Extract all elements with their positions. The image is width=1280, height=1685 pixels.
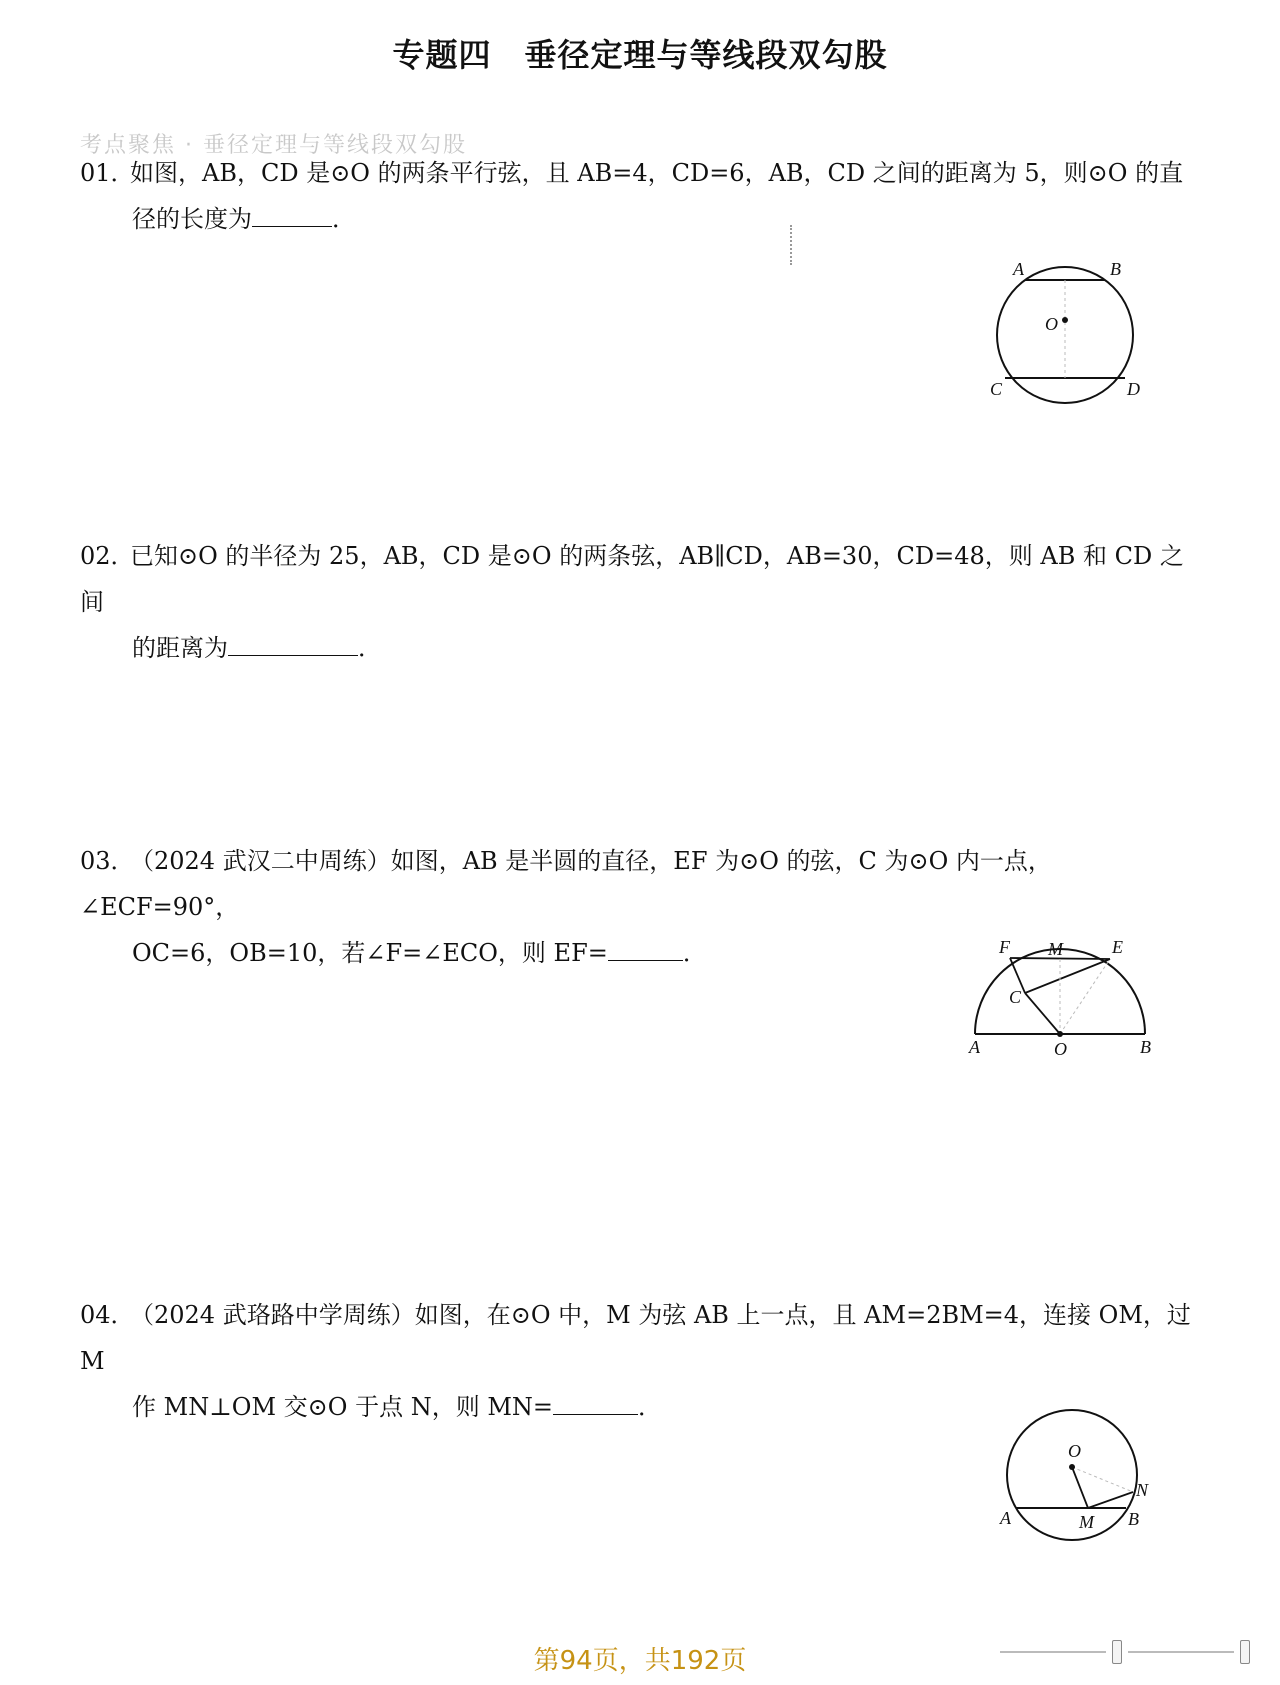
question-number: 02．: [80, 542, 135, 570]
question-number: 01．: [80, 159, 135, 187]
question-text-cont: 作 MN⊥OM 交⊙O 于点 N，则 MN=: [132, 1393, 554, 1421]
center-point: [1057, 1031, 1063, 1037]
page-indicator: 第94页，共192页: [533, 1646, 747, 1676]
question-text-cont: OC=6，OB=10，若∠F=∠ECO，则 EF=: [132, 939, 608, 967]
answer-blank[interactable]: [553, 1394, 638, 1415]
label-m: M: [1079, 1512, 1094, 1532]
label-d: D: [1127, 379, 1140, 399]
question-text: 已知⊙O 的半径为 25，AB，CD 是⊙O 的两条弦，AB∥CD，AB=30，CD=48，则 AB 和 CD 之间: [80, 542, 1184, 616]
label-o: O: [1054, 1039, 1067, 1059]
answer-blank[interactable]: [228, 635, 358, 656]
aux-oe: [1060, 959, 1110, 1034]
question-1: [80, 150, 1200, 242]
scroll-track: [1000, 1651, 1106, 1653]
question-text-cont: 的距离为: [132, 634, 228, 662]
label-m: M: [1048, 939, 1063, 959]
center-point: [1069, 1464, 1075, 1470]
label-a: A: [1000, 1508, 1011, 1528]
scroll-handle-end[interactable]: [1240, 1640, 1250, 1664]
question-tail: ．: [332, 205, 356, 233]
label-b: B: [1140, 1037, 1151, 1057]
question-tail: ．: [682, 939, 707, 967]
label-e: E: [1112, 937, 1123, 957]
label-f: F: [999, 937, 1010, 957]
segment-ce: [1025, 959, 1110, 993]
label-n: N: [1136, 1480, 1149, 1500]
label-o: O: [1045, 314, 1058, 334]
scroll-track: [1128, 1651, 1234, 1653]
segment-om: [1072, 1467, 1088, 1508]
segment-co: [1025, 993, 1060, 1034]
label-c: C: [990, 379, 1003, 399]
circle-o: [1007, 1410, 1137, 1540]
segment-mn: [1088, 1492, 1133, 1508]
question-tail: ．: [358, 634, 382, 662]
label-a: A: [969, 1037, 980, 1057]
question-text: （2024 武珞路中学周练）如图，在⊙O 中，M 为弦 AB 上一点，且 AM=2BM=4，连接 OM，过 M: [80, 1301, 1191, 1375]
faded-section-heading: 考点聚焦 · 垂径定理与等线段双勾股: [80, 133, 467, 158]
label-o: O: [1068, 1441, 1081, 1461]
figure-circle-mn: [990, 1395, 1170, 1555]
center-point: [1062, 317, 1068, 323]
answer-blank[interactable]: [608, 940, 683, 961]
label-c: C: [1009, 987, 1022, 1007]
label-b: B: [1128, 1509, 1139, 1529]
figure-parallel-chords: [980, 255, 1150, 415]
question-text: （2024 武汉二中周练）如图，AB 是半圆的直径，EF 为⊙O 的弦，C 为⊙O 内一点，∠ECF=90°，: [80, 847, 1052, 921]
figure-semicircle: [965, 935, 1165, 1060]
question-text: 如图，AB，CD 是⊙O 的两条平行弦，且 AB=4，CD=6，AB，CD 之间的距离为 5，则⊙O 的直: [130, 159, 1184, 187]
page-title: 专题四 垂径定理与等线段双勾股: [392, 36, 888, 74]
scroll-bar[interactable]: [1000, 1638, 1250, 1666]
question-number: 03．: [80, 847, 135, 875]
answer-blank[interactable]: [252, 206, 332, 227]
question-2: [80, 533, 1200, 671]
question-tail: ．: [638, 1393, 663, 1421]
question-number: 04．: [80, 1301, 135, 1329]
label-a: A: [1013, 259, 1024, 279]
question-text-cont: 径的长度为: [132, 205, 252, 233]
label-b: B: [1110, 259, 1121, 279]
scroll-handle[interactable]: [1112, 1640, 1122, 1664]
